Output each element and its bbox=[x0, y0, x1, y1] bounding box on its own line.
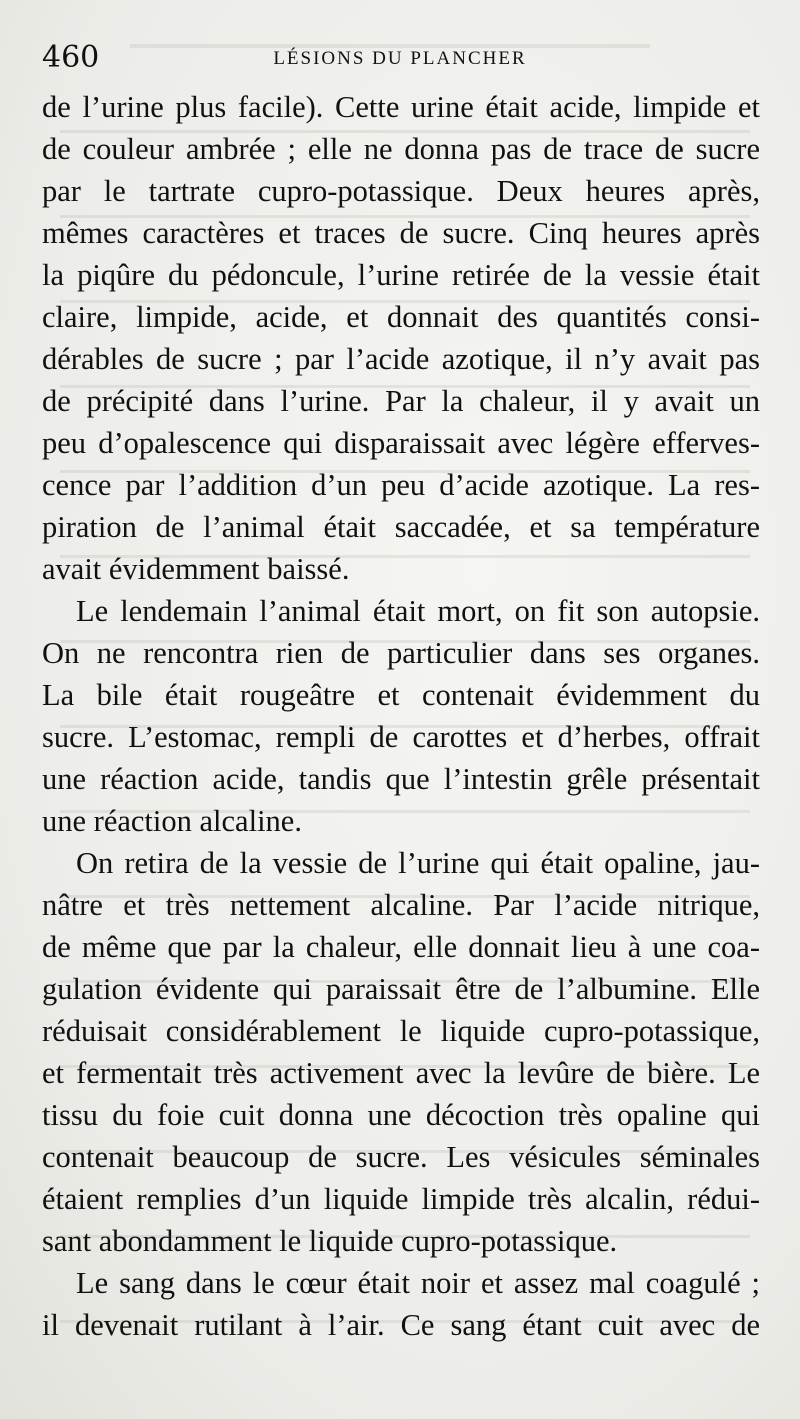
text-line: étaient remplies d’un liquide limpide très alcalin, rédui- bbox=[42, 1182, 760, 1216]
text-line: il devenait rutilant à l’air. Ce sang étant cuit avec de bbox=[42, 1308, 760, 1342]
running-title: LÉSIONS DU PLANCHER bbox=[273, 48, 527, 69]
text-line: par le tartrate cupro-potassique. Deux heures après, bbox=[42, 174, 760, 208]
text-line: tissu du foie cuit donna une décoction très opaline qui bbox=[42, 1098, 760, 1132]
text-line: sucre. L’estomac, rempli de carottes et d’herbes, offrait bbox=[42, 720, 760, 754]
text-line: contenait beaucoup de sucre. Les vésicules séminales bbox=[42, 1140, 760, 1174]
text-line: piration de l’animal était saccadée, et sa température bbox=[42, 510, 760, 544]
text-line: de l’urine plus facile). Cette urine était acide, limpide et bbox=[42, 90, 760, 124]
text-line: mêmes caractères et traces de sucre. Cinq heures après bbox=[42, 216, 760, 250]
text-line: sant abondamment le liquide cupro-potassique. bbox=[42, 1224, 618, 1258]
text-line: et fermentait très activement avec la levûre de bière. Le bbox=[42, 1056, 760, 1090]
text-line: réduisait considérablement le liquide cupro-potassique, bbox=[42, 1014, 760, 1048]
paragraph-3 bbox=[42, 842, 760, 1262]
text-line: dérables de sucre ; par l’acide azotique, il n’y avait pas bbox=[42, 342, 760, 376]
paragraph-2 bbox=[42, 590, 760, 842]
text-line: Le sang dans le cœur était noir et assez mal coagulé ; bbox=[76, 1266, 760, 1300]
text-line: de précipité dans l’urine. Par la chaleur, il y avait un bbox=[42, 384, 760, 418]
text-line: une réaction acide, tandis que l’intestin grêle présentait bbox=[42, 762, 760, 796]
text-line: On retira de la vessie de l’urine qui était opaline, jau- bbox=[76, 846, 760, 880]
paragraph-1 bbox=[42, 86, 760, 590]
text-line: une réaction alcaline. bbox=[42, 804, 302, 838]
text-line: de couleur ambrée ; elle ne donna pas de trace de sucre bbox=[42, 132, 760, 166]
text-line: On ne rencontra rien de particulier dans ses organes. bbox=[42, 636, 760, 670]
text-line: cence par l’addition d’un peu d’acide azotique. La res- bbox=[42, 468, 760, 502]
body-text bbox=[42, 86, 760, 1346]
paragraph-4 bbox=[42, 1262, 760, 1346]
text-line: de même que par la chaleur, elle donnait lieu à une coa- bbox=[42, 930, 760, 964]
text-line: nâtre et très nettement alcaline. Par l’acide nitrique, bbox=[42, 888, 760, 922]
text-line: peu d’opalescence qui disparaissait avec légère efferves- bbox=[42, 426, 760, 460]
text-line: avait évidemment baissé. bbox=[42, 552, 350, 586]
text-line: claire, limpide, acide, et donnait des quantités consi- bbox=[42, 300, 760, 334]
text-line: La bile était rougeâtre et contenait évidemment du bbox=[42, 678, 760, 712]
text-line: Le lendemain l’animal était mort, on fit son autopsie. bbox=[76, 594, 760, 628]
page-number: 460 bbox=[42, 40, 100, 75]
text-line: la piqûre du pédoncule, l’urine retirée de la vessie était bbox=[42, 258, 760, 292]
running-head bbox=[38, 40, 762, 80]
text-line: gulation évidente qui paraissait être de l’albumine. Elle bbox=[42, 972, 760, 1006]
